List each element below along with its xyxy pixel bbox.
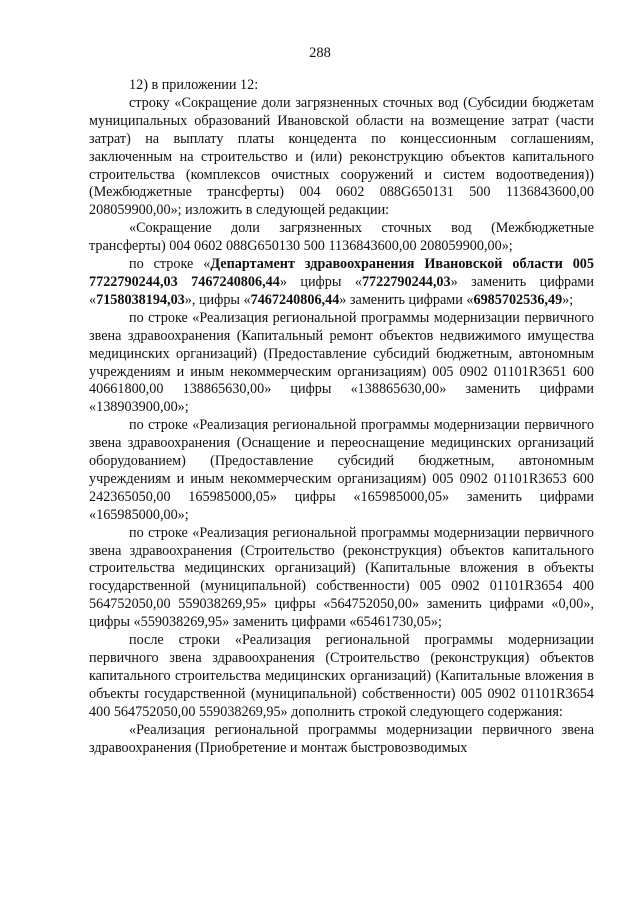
- bold-text-segment: 6985702536,49: [473, 291, 563, 308]
- paragraph: [89, 525, 594, 632]
- text-segment: по строке «Реализация региональной программы модернизации первичного звена здравоохранения (Оснащение и переоснащение медицинских организаций оборудованием) (Предоставление субсидий бюджетным, автономным учреждениям и иным некоммерческим организациям) 005 0902 01101R3653 600 242365050,00 165985000,05» цифры «165985000,05» заменить цифрами «165985000,00»;: [89, 417, 594, 523]
- paragraph: [89, 417, 594, 524]
- bold-text-segment: Департамент здравоохранения Ивановской области 005 7722790244,03 7467240806,44: [89, 256, 594, 290]
- text-segment: по строке «Реализация региональной программы модернизации первичного звена здравоохранения (Строительство (реконструкция) объектов капитального строительства медицинских организаций) (Капитальные вложения в объекты государственной (муниципальной) собственности) 005 0902 01101R3654 400 564752050,00 559038269,95» цифры «564752050,00» заменить цифрами «0,00», цифры «559038269,95» заменить цифрами «65461730,05»;: [89, 524, 594, 631]
- text-segment: «Сокращение доли загрязненных сточных вод (Межбюджетные трансферты) 004 0602 088G650130 500 1136843600,00 208059900,00»;: [89, 220, 594, 255]
- text-segment: », цифры «: [184, 291, 251, 308]
- text-segment: строку «Сокращение доли загрязненных сточных вод (Субсидии бюджетам муниципальных образований Ивановской области на возмещение затрат (части затрат) на выплату платы концедента по концессионным соглашениям, заключенным на строительство и (или) реконструкцию объектов капитального строительства (комплексов очистных сооружений и систем водоотведения)) (Межбюджетные трансферты) 004 0602 088G650131 500 1136843600,00 208059900,00»; изложить в следующей редакции:: [89, 94, 594, 219]
- paragraph: [89, 310, 594, 417]
- bold-text-segment: 7722790244,03: [361, 273, 451, 290]
- bold-text-segment: 7158038194,03: [96, 291, 185, 308]
- text-segment: «Реализация региональной программы модернизации первичного звена здравоохранения (Приобретение и монтаж быстровозводимых: [89, 721, 594, 756]
- paragraph: [89, 220, 594, 256]
- text-segment: по строке «Реализация региональной программы модернизации первичного звена здравоохранения (Капитальный ремонт объектов недвижимого имущества медицинских организаций) (Предоставление субсидий бюджетным, автономным учреждениям и иным некоммерческим организациям) 005 0902 01101R3651 600 40661800,00 138865630,00» цифры «138865630,00» заменить цифрами «138903900,00»;: [89, 309, 594, 416]
- paragraph: [89, 632, 594, 722]
- paragraph: [89, 256, 594, 310]
- bold-text-segment: 7467240806,44: [250, 291, 340, 308]
- text-segment: » заменить цифрами «: [339, 291, 474, 308]
- text-segment: после строки «Реализация региональной программы модернизации первичного звена здравоохранения (Строительство (реконструкция) объектов капитального строительства медицинских организаций) (Капитальные вложения в объекты государственной (муниципальной) собственности) 005 0902 01101R3654 400 564752050,00 559038269,95» дополнить строкой следующего содержания:: [89, 632, 594, 720]
- text-segment: 12) в приложении 12:: [129, 77, 259, 93]
- text-segment: » цифры «: [279, 273, 362, 290]
- text-segment: по строке «: [129, 256, 211, 273]
- text-segment: »;: [562, 291, 574, 308]
- text-segment: » заменить цифрами «: [89, 273, 594, 308]
- paragraph: [89, 77, 594, 95]
- document-body: [89, 77, 594, 757]
- paragraph: [89, 722, 594, 758]
- paragraph: [89, 95, 594, 220]
- page-number: 288: [309, 45, 331, 61]
